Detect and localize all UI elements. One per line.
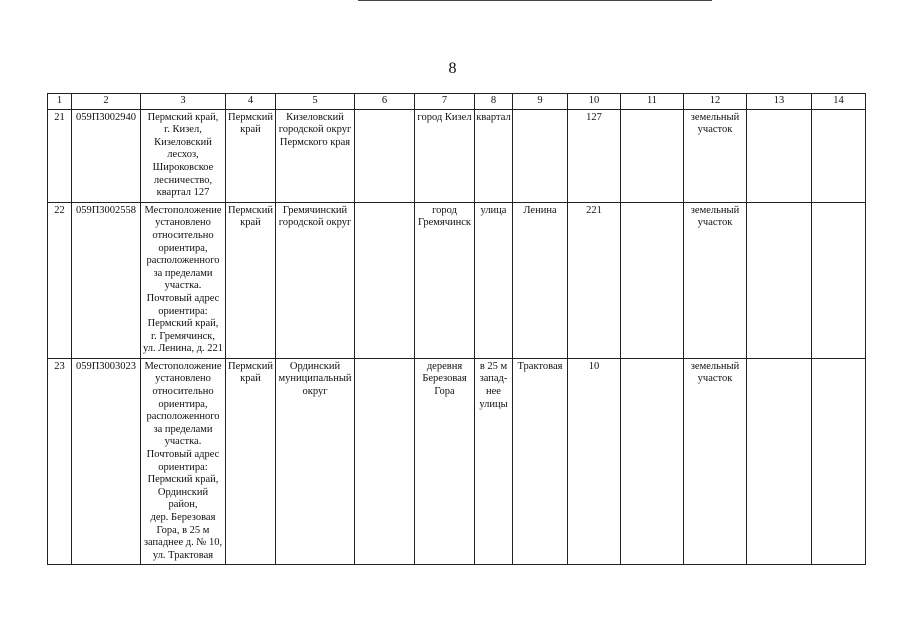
- street-type-cell: [475, 358, 513, 565]
- column-header: 4: [226, 94, 276, 110]
- region-cell: [226, 202, 276, 358]
- cell-line: западнее д. № 10,: [143, 537, 223, 549]
- cell-line: край: [240, 124, 261, 136]
- cell-line: Кизеловский: [154, 136, 212, 148]
- cell-line: деревня: [426, 360, 463, 372]
- cell-line: городской округ: [278, 124, 352, 136]
- column-header: 2: [72, 94, 141, 110]
- cell-line: округ: [302, 386, 328, 398]
- registry-table: [47, 93, 866, 565]
- house-number-cell: 10: [568, 358, 621, 565]
- street-name-cell: Трактовая: [513, 358, 568, 565]
- settlement-cell: [415, 358, 475, 565]
- cell-line: ориентира,: [158, 242, 208, 254]
- object-type-cell: [684, 202, 747, 358]
- cell-line: лесничество,: [153, 174, 213, 186]
- cell-line: ул. Ленина, д. 221: [142, 343, 224, 355]
- cell-line: Кизеловский: [286, 111, 344, 123]
- cell-line: г. Кизел,: [164, 124, 202, 136]
- cell-line: Пермский край,: [147, 318, 219, 330]
- column-header: 8: [475, 94, 513, 110]
- column-6-cell: [355, 109, 415, 202]
- table-row: [48, 358, 866, 565]
- cell-line: ул. Трактовая: [152, 549, 214, 561]
- cell-line: ориентира:: [158, 461, 208, 473]
- municipality-cell: [276, 109, 355, 202]
- column-6-cell: [355, 358, 415, 565]
- cell-line: улицы: [479, 398, 508, 410]
- cell-line: участка.: [164, 436, 202, 448]
- column-header: 7: [415, 94, 475, 110]
- cell-line: земельный: [690, 360, 740, 372]
- column-header: 6: [355, 94, 415, 110]
- cell-line: за пределами: [153, 267, 213, 279]
- column-header: 11: [621, 94, 684, 110]
- cell-line: земельный: [690, 111, 740, 123]
- cell-line: относительно: [152, 229, 214, 241]
- cell-line: Гремячинский: [282, 204, 348, 216]
- cell-line: квартал 127: [156, 187, 210, 199]
- column-11-cell: [621, 202, 684, 358]
- column-14-cell: [812, 358, 866, 565]
- address-cell: [141, 109, 226, 202]
- cell-line: за пределами: [153, 423, 213, 435]
- cell-line: квартал: [476, 111, 511, 123]
- column-11-cell: [621, 358, 684, 565]
- cell-line: Почтовый адрес: [146, 449, 220, 461]
- column-14-cell: [812, 109, 866, 202]
- cell-line: Гремячинск: [417, 217, 472, 229]
- cadastral-number: 059П3002940: [72, 109, 141, 202]
- region-cell: [226, 358, 276, 565]
- object-type-cell: [684, 109, 747, 202]
- cadastral-number: 059П3003023: [72, 358, 141, 565]
- column-header: 1: [48, 94, 72, 110]
- column-header: 12: [684, 94, 747, 110]
- cell-line: Ординский: [289, 360, 341, 372]
- street-type-cell: [475, 202, 513, 358]
- cell-line: улица: [480, 204, 507, 216]
- municipality-cell: [276, 202, 355, 358]
- cell-line: ориентира:: [158, 305, 208, 317]
- cell-line: г. Гремячинск,: [150, 330, 216, 342]
- cell-line: город Кизел: [417, 111, 472, 123]
- cell-line: Пермский край,: [147, 111, 219, 123]
- street-name-cell: [513, 109, 568, 202]
- cell-line: участок: [697, 217, 733, 229]
- column-header: 10: [568, 94, 621, 110]
- cell-line: ориентира,: [158, 398, 208, 410]
- cell-line: Пермский: [228, 360, 273, 372]
- house-number-cell: 127: [568, 109, 621, 202]
- cell-line: лесхоз,: [167, 149, 199, 161]
- column-header: 14: [812, 94, 866, 110]
- cell-line: расположенного: [146, 411, 220, 423]
- cell-line: район,: [168, 499, 198, 511]
- cell-line: в 25 м: [479, 360, 508, 372]
- table-row: [48, 202, 866, 358]
- address-cell: [141, 358, 226, 565]
- column-13-cell: [747, 202, 812, 358]
- cell-line: запад-: [479, 373, 508, 385]
- cell-line: участка.: [164, 280, 202, 292]
- column-14-cell: [812, 202, 866, 358]
- column-header: 3: [141, 94, 226, 110]
- cell-line: Местоположение: [144, 204, 222, 216]
- cell-line: расположенного: [146, 255, 220, 267]
- region-cell: [226, 109, 276, 202]
- header-row: [48, 94, 866, 110]
- cell-line: установлено: [155, 373, 211, 385]
- cell-line: край: [240, 373, 261, 385]
- cell-line: городской округ: [278, 217, 352, 229]
- settlement-cell: [415, 202, 475, 358]
- cell-line: Местоположение: [144, 360, 222, 372]
- row-number: 22: [48, 202, 72, 358]
- cell-line: нее: [486, 386, 501, 398]
- cell-line: край: [240, 217, 261, 229]
- table-row: [48, 109, 866, 202]
- column-13-cell: [747, 109, 812, 202]
- cell-line: Пермский: [228, 111, 273, 123]
- address-cell: [141, 202, 226, 358]
- cell-line: муниципальный: [278, 373, 352, 385]
- cell-line: участок: [697, 373, 733, 385]
- cell-line: участок: [697, 124, 733, 136]
- cell-line: Ординский: [157, 486, 209, 498]
- object-type-cell: [684, 358, 747, 565]
- cell-line: Березовая: [422, 373, 467, 385]
- cell-line: дер. Березовая: [150, 512, 216, 523]
- cell-line: Гора, в 25 м: [156, 524, 210, 536]
- top-rule: [358, 0, 712, 1]
- row-number: 21: [48, 109, 72, 202]
- settlement-cell: [415, 109, 475, 202]
- column-header: 13: [747, 94, 812, 110]
- cell-line: относительно: [152, 386, 214, 398]
- column-11-cell: [621, 109, 684, 202]
- cell-line: Почтовый адрес: [146, 292, 220, 304]
- column-13-cell: [747, 358, 812, 565]
- column-header: 9: [513, 94, 568, 110]
- column-6-cell: [355, 202, 415, 358]
- page-number: 8: [448, 60, 457, 77]
- cell-line: земельный: [690, 204, 740, 216]
- row-number: 23: [48, 358, 72, 565]
- house-number-cell: 221: [568, 202, 621, 358]
- column-header: 5: [276, 94, 355, 110]
- cell-line: установлено: [155, 217, 211, 229]
- table-body: [48, 109, 866, 565]
- street-name-cell: Ленина: [513, 202, 568, 358]
- street-type-cell: [475, 109, 513, 202]
- cell-line: Широковское: [152, 161, 214, 173]
- municipality-cell: [276, 358, 355, 565]
- cell-line: город: [432, 204, 457, 216]
- cell-line: Гора: [434, 386, 455, 398]
- cadastral-number: 059П3002558: [72, 202, 141, 358]
- cell-line: Пермского края: [279, 136, 351, 148]
- cell-line: Пермский: [228, 204, 273, 216]
- cell-line: Пермский край,: [147, 474, 219, 486]
